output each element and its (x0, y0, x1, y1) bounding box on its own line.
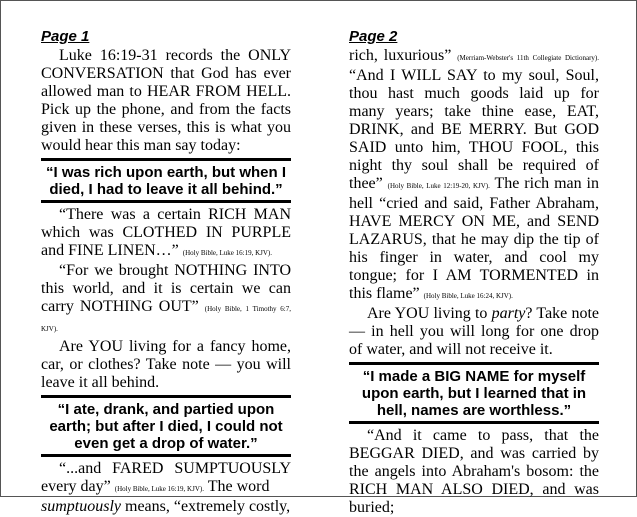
emphasized-word: sumptuously (41, 498, 121, 515)
quote-text: “For we brought NOTHING INTO this world, and it is certain we can carry NOTHING OUT” (41, 262, 291, 315)
page-2-question-paragraph (349, 305, 599, 359)
body-text: means, “extremely costly, (125, 498, 291, 515)
scripture-citation: (Holy Bible, 1 Timothy 6:7, KJV). (41, 305, 291, 333)
quote-text: rich, luxurious” (349, 47, 452, 64)
page-2-beggar-paragraph: “And it came to pass, that the BEGGAR DIED, and was carried by the angels into Abraham's bosom: the RICH MAN ALSO DIED, and was buried; (349, 427, 599, 516)
quote-text: “And I WILL SAY to my soul, Soul, thou hast much goods laid up for many years; take thine ease, EAT, DRINK, and BE MERRY. But GOD SAID unto him, THOU FOOL, this night thy soul shall be required of thee” (349, 67, 599, 192)
scripture-citation: (Holy Bible, Luke 16:19, KJV). (114, 485, 204, 493)
body-text: ? Take note — in hell you will long for one drop of water, and will not receive it. (349, 305, 600, 358)
body-text: Are YOU living to (367, 305, 488, 322)
page-1-rich-man-paragraph (41, 206, 291, 262)
page-2-callout-name: “I made a BIG NAME for myself upon earth, but I learned that in hell, names are worthless.” (349, 362, 599, 424)
emphasized-word: party (491, 305, 526, 322)
page-1-question-paragraph: Are YOU living for a fancy home, car, or clothes? Take note — you will leave it all behind. (41, 338, 291, 391)
scripture-citation: (Holy Bible, Luke 16:24, KJV). (423, 292, 513, 300)
page-2-continued-paragraph (349, 47, 599, 305)
page-1-callout-rich: “I was rich upon earth, but when I died, I had to leave it all behind.” (41, 158, 291, 203)
page-2 (349, 47, 599, 517)
page-1-callout-party: “I ate, drank, and partied upon earth; but after I died, I could not even get a drop of water.” (41, 395, 291, 457)
scripture-citation: (Holy Bible, Luke 12:19-20, KJV). (387, 182, 490, 190)
page-1 (41, 47, 291, 516)
scripture-citation: (Holy Bible, Luke 16:19, KJV). (182, 249, 272, 257)
dictionary-citation: (Merriam-Webster's 11th Collegiate Dictionary). (457, 54, 599, 62)
quote-text: The rich man in hell “cried and said, Father Abraham, HAVE MERCY ON ME, and SEND LAZARUS, that he may dip the tip of his finger in water, and cool my tongue; for I AM TORMENTED in this flame” (349, 175, 599, 302)
page-1-nothing-paragraph (41, 262, 291, 338)
page-1-fared-paragraph (41, 460, 291, 516)
page-2-label: Page 2 (349, 28, 398, 45)
body-text: The word (207, 478, 270, 495)
page-1-intro: Luke 16:19-31 records the ONLY CONVERSATION that God has ever allowed man to HEAR FROM HELL. Pick up the phone, and from the facts given in these verses, this is what you would hear this man say today: (41, 47, 291, 154)
page-1-label: Page 1 (41, 28, 90, 45)
quote-text: “...and FARED SUMPTUOUSLY every day” (41, 460, 291, 495)
quote-text: “There was a certain RICH MAN which was CLOTHED IN PURPLE and FINE LINEN…” (41, 206, 291, 259)
